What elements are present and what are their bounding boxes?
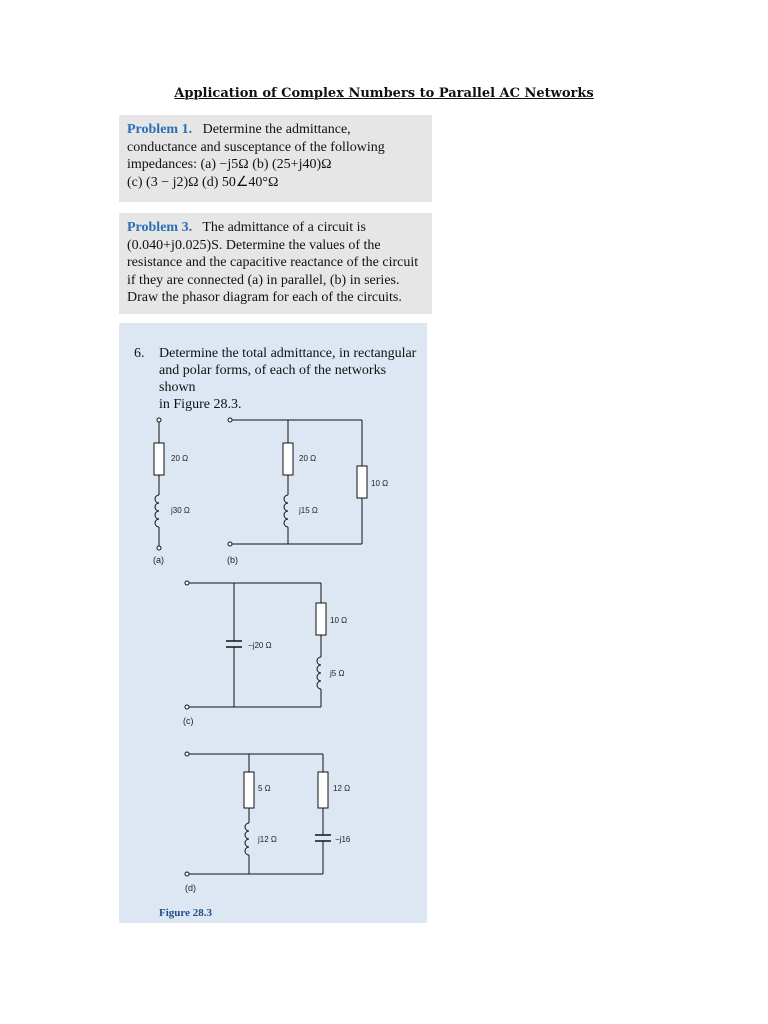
- inductor-b: [284, 495, 288, 527]
- circuit-diagrams: [119, 323, 427, 923]
- question-6-line-1: Determine the total admittance, in rectangular: [159, 346, 417, 361]
- circuit-a: [153, 418, 190, 565]
- resistor-d2: [318, 772, 328, 808]
- inductor-a: [155, 495, 159, 527]
- circuit-c-label: (c): [183, 716, 194, 726]
- circuit-d: [185, 752, 351, 893]
- circuit-a-label: (a): [153, 555, 164, 565]
- problem-1-line-4: (c) (3 − j2)Ω (d) 50∠40°Ω: [127, 174, 279, 190]
- resistor-a: [154, 443, 164, 475]
- circuit-c-resistor-label: 10 Ω: [330, 616, 348, 625]
- resistor-b2: [357, 466, 367, 498]
- circuit-d-inductor-label: j12 Ω: [258, 835, 277, 844]
- circuit-a-inductor-label: j30 Ω: [171, 506, 190, 515]
- question-6-line-3: in Figure 28.3.: [159, 397, 242, 412]
- circuit-c: [183, 581, 347, 726]
- problem-3-label: Problem 3.: [127, 220, 193, 235]
- circuit-d-resistor1-label: 5 Ω: [258, 784, 271, 793]
- circuit-c-inductor-label: j5 Ω: [330, 669, 345, 678]
- problem-3-line-3: resistance and the capacitive reactance of the circuit: [127, 255, 419, 270]
- problem-1-line-2: conductance and susceptance of the following: [127, 139, 385, 155]
- resistor-b1: [283, 443, 293, 475]
- question-6-line-2: and polar forms, of each of the networks shown: [159, 363, 387, 395]
- inductor-d: [245, 823, 249, 855]
- circuit-c-capacitor-label: −j20 Ω: [248, 641, 272, 650]
- problem-1-line-1: Problem 1. Determine the admittance,: [127, 122, 351, 137]
- problem-3-box: [119, 213, 432, 314]
- circuit-b-inductor-label: j15 Ω: [299, 506, 318, 515]
- problem-1-label: Problem 1.: [127, 122, 193, 137]
- circuit-d-label: (d): [185, 883, 196, 893]
- figure-panel: [119, 323, 427, 923]
- problem-3-line-5: Draw the phasor diagram for each of the circuits.: [127, 290, 402, 305]
- document-title: Application of Complex Numbers to Parallel AC Networks: [174, 86, 594, 101]
- circuit-b-resistor2-label: 10 Ω: [371, 479, 389, 488]
- resistor-c: [316, 603, 326, 635]
- circuit-d-capacitor-label: −j16: [335, 835, 351, 844]
- problem-3-line-2: (0.040+j0.025)S. Determine the values of the: [127, 237, 381, 253]
- figure-caption: Figure 28.3: [159, 907, 212, 919]
- problem-1-line-3: impedances: (a) −j5Ω (b) (25+j40)Ω: [127, 157, 332, 172]
- inductor-c: [317, 657, 321, 689]
- problem-3-line-1: Problem 3. The admittance of a circuit is: [127, 220, 366, 235]
- circuit-b-label: (b): [227, 555, 238, 565]
- problem-1-box: [119, 115, 432, 202]
- question-number: 6.: [134, 346, 145, 361]
- circuit-b-resistor1-label: 20 Ω: [299, 454, 317, 463]
- circuit-d-resistor2-label: 12 Ω: [333, 784, 351, 793]
- problem-3-line-4: if they are connected (a) in parallel, (b) in series.: [127, 272, 400, 288]
- circuit-a-resistor-label: 20 Ω: [171, 454, 189, 463]
- circuit-b: [227, 418, 388, 565]
- resistor-d1: [244, 772, 254, 808]
